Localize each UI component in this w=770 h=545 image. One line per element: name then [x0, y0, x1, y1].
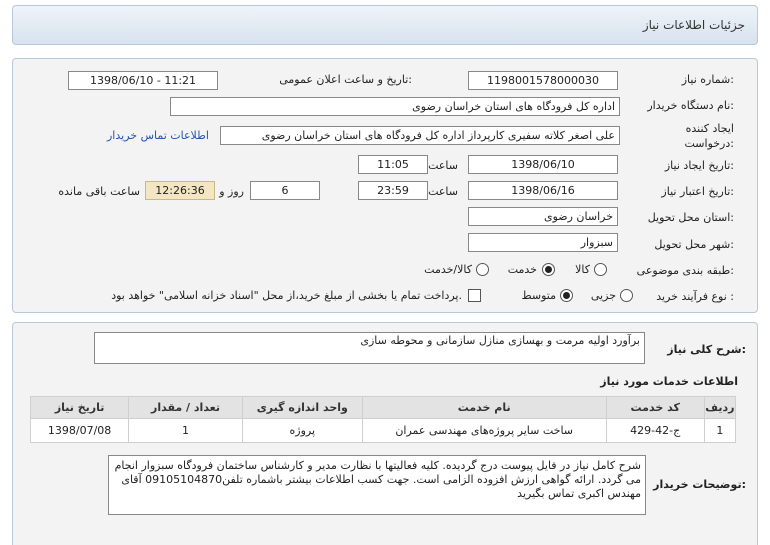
process-medium-radio[interactable] — [560, 289, 573, 302]
buyer-notes-field: شرح کامل نیاز در فایل پیوست درج گردیده. کلیه فعالیتها با نظارت مدیر و کارشناس ساختمان فرودگاه سبزوار انجام می گردد. ارائه گواهی ارزش افزوده الزامی است. جهت کسب اطلاعات بیشتر باشماره تلفن09105104870 آقای مهندس اکبری تماس بگیرید — [108, 455, 646, 515]
table-row — [31, 419, 736, 443]
created-date-label: تاریخ ایجاد نیاز: — [664, 159, 734, 172]
need-number-label: شماره نیاز: — [681, 73, 734, 86]
col-qty-header: تعداد / مقدار — [129, 397, 243, 419]
remaining-time-label: ساعت باقی مانده — [58, 185, 140, 198]
announce-datetime-label: تاریخ و ساعت اعلان عمومی: — [279, 73, 412, 86]
process-medium-label: متوسط — [521, 289, 556, 302]
need-number-field: 1198001578000030 — [468, 71, 618, 90]
city-label: شهر محل تحویل: — [654, 238, 734, 251]
category-label: طبقه بندی موضوعی: — [636, 264, 734, 277]
col-date-header: تاریخ نیاز — [31, 397, 129, 419]
category-goods-radio[interactable] — [594, 263, 607, 276]
creator-label-line2: درخواست: — [684, 137, 734, 150]
services-title: اطلاعات خدمات مورد نیاز — [600, 375, 738, 388]
created-time-label: ساعت — [428, 159, 458, 172]
cell-service-code: ج-42-429 — [606, 419, 704, 443]
buyer-notes-label: توضیحات خریدار: — [653, 478, 746, 491]
remaining-time-field: 12:26:36 — [145, 181, 215, 200]
category-goods-service-radio[interactable] — [476, 263, 489, 276]
services-table — [30, 396, 736, 443]
page-header — [12, 5, 758, 45]
col-code-header: کد خدمت — [606, 397, 704, 419]
remaining-days-label: روز و — [219, 185, 244, 198]
buyer-contact-link[interactable]: اطلاعات تماس خریدار — [107, 129, 209, 142]
created-time-field: 11:05 — [358, 155, 428, 174]
cell-unit: پروژه — [242, 419, 362, 443]
category-service-radio[interactable] — [542, 263, 555, 276]
valid-date-label: تاریخ اعتبار نیاز: — [661, 185, 734, 198]
col-name-header: نام خدمت — [362, 397, 606, 419]
cell-quantity: 1 — [129, 419, 243, 443]
creator-label-line1: ایجاد کننده — [685, 122, 734, 135]
valid-date-field: 1398/06/16 — [468, 181, 618, 200]
remaining-days-field: 6 — [250, 181, 320, 200]
province-label: استان محل تحویل: — [647, 211, 734, 224]
process-type-label: نوع فرآیند خرید : — [656, 290, 734, 303]
treasury-payment-checkbox[interactable] — [468, 289, 481, 302]
cell-service-name: ساخت سایر پروژه‌های مهندسی عمران — [362, 419, 606, 443]
buyer-name-label: نام دستگاه خریدار: — [647, 99, 734, 112]
col-row-header: ردیف — [704, 397, 735, 419]
created-date-field: 1398/06/10 — [468, 155, 618, 174]
valid-time-field: 23:59 — [358, 181, 428, 200]
cell-need-date: 1398/07/08 — [31, 419, 129, 443]
province-field: خراسان رضوی — [468, 207, 618, 226]
page-title: جزئیات اطلاعات نیاز — [642, 18, 745, 32]
announce-datetime-field: 1398/06/10 - 11:21 — [68, 71, 218, 90]
valid-time-label: ساعت — [428, 185, 458, 198]
cell-row-number: 1 — [704, 419, 735, 443]
process-small-radio[interactable] — [620, 289, 633, 302]
category-service-label: خدمت — [507, 263, 537, 276]
category-goods-label: کالا — [575, 263, 590, 276]
category-goods-service-label: کالا/خدمت — [424, 263, 472, 276]
need-summary-field: برآورد اولیه مرمت و بهسازی منازل سازمانی و محوطه سازی — [94, 332, 645, 364]
process-small-label: جزیی — [590, 289, 616, 302]
col-unit-header: واحد اندازه گیری — [242, 397, 362, 419]
city-field: سبزوار — [468, 233, 618, 252]
creator-field: علی اصغر کلاته سفیری کارپرداز اداره کل فرودگاه های استان خراسان رضوی — [220, 126, 620, 145]
need-summary-label: شرح کلی نیاز: — [667, 343, 746, 356]
buyer-name-field: اداره کل فرودگاه های استان خراسان رضوی — [170, 97, 620, 116]
treasury-payment-note: پرداخت تمام یا بخشی از مبلغ خرید،از محل "اسناد خزانه اسلامی" خواهد بود. — [111, 289, 462, 302]
